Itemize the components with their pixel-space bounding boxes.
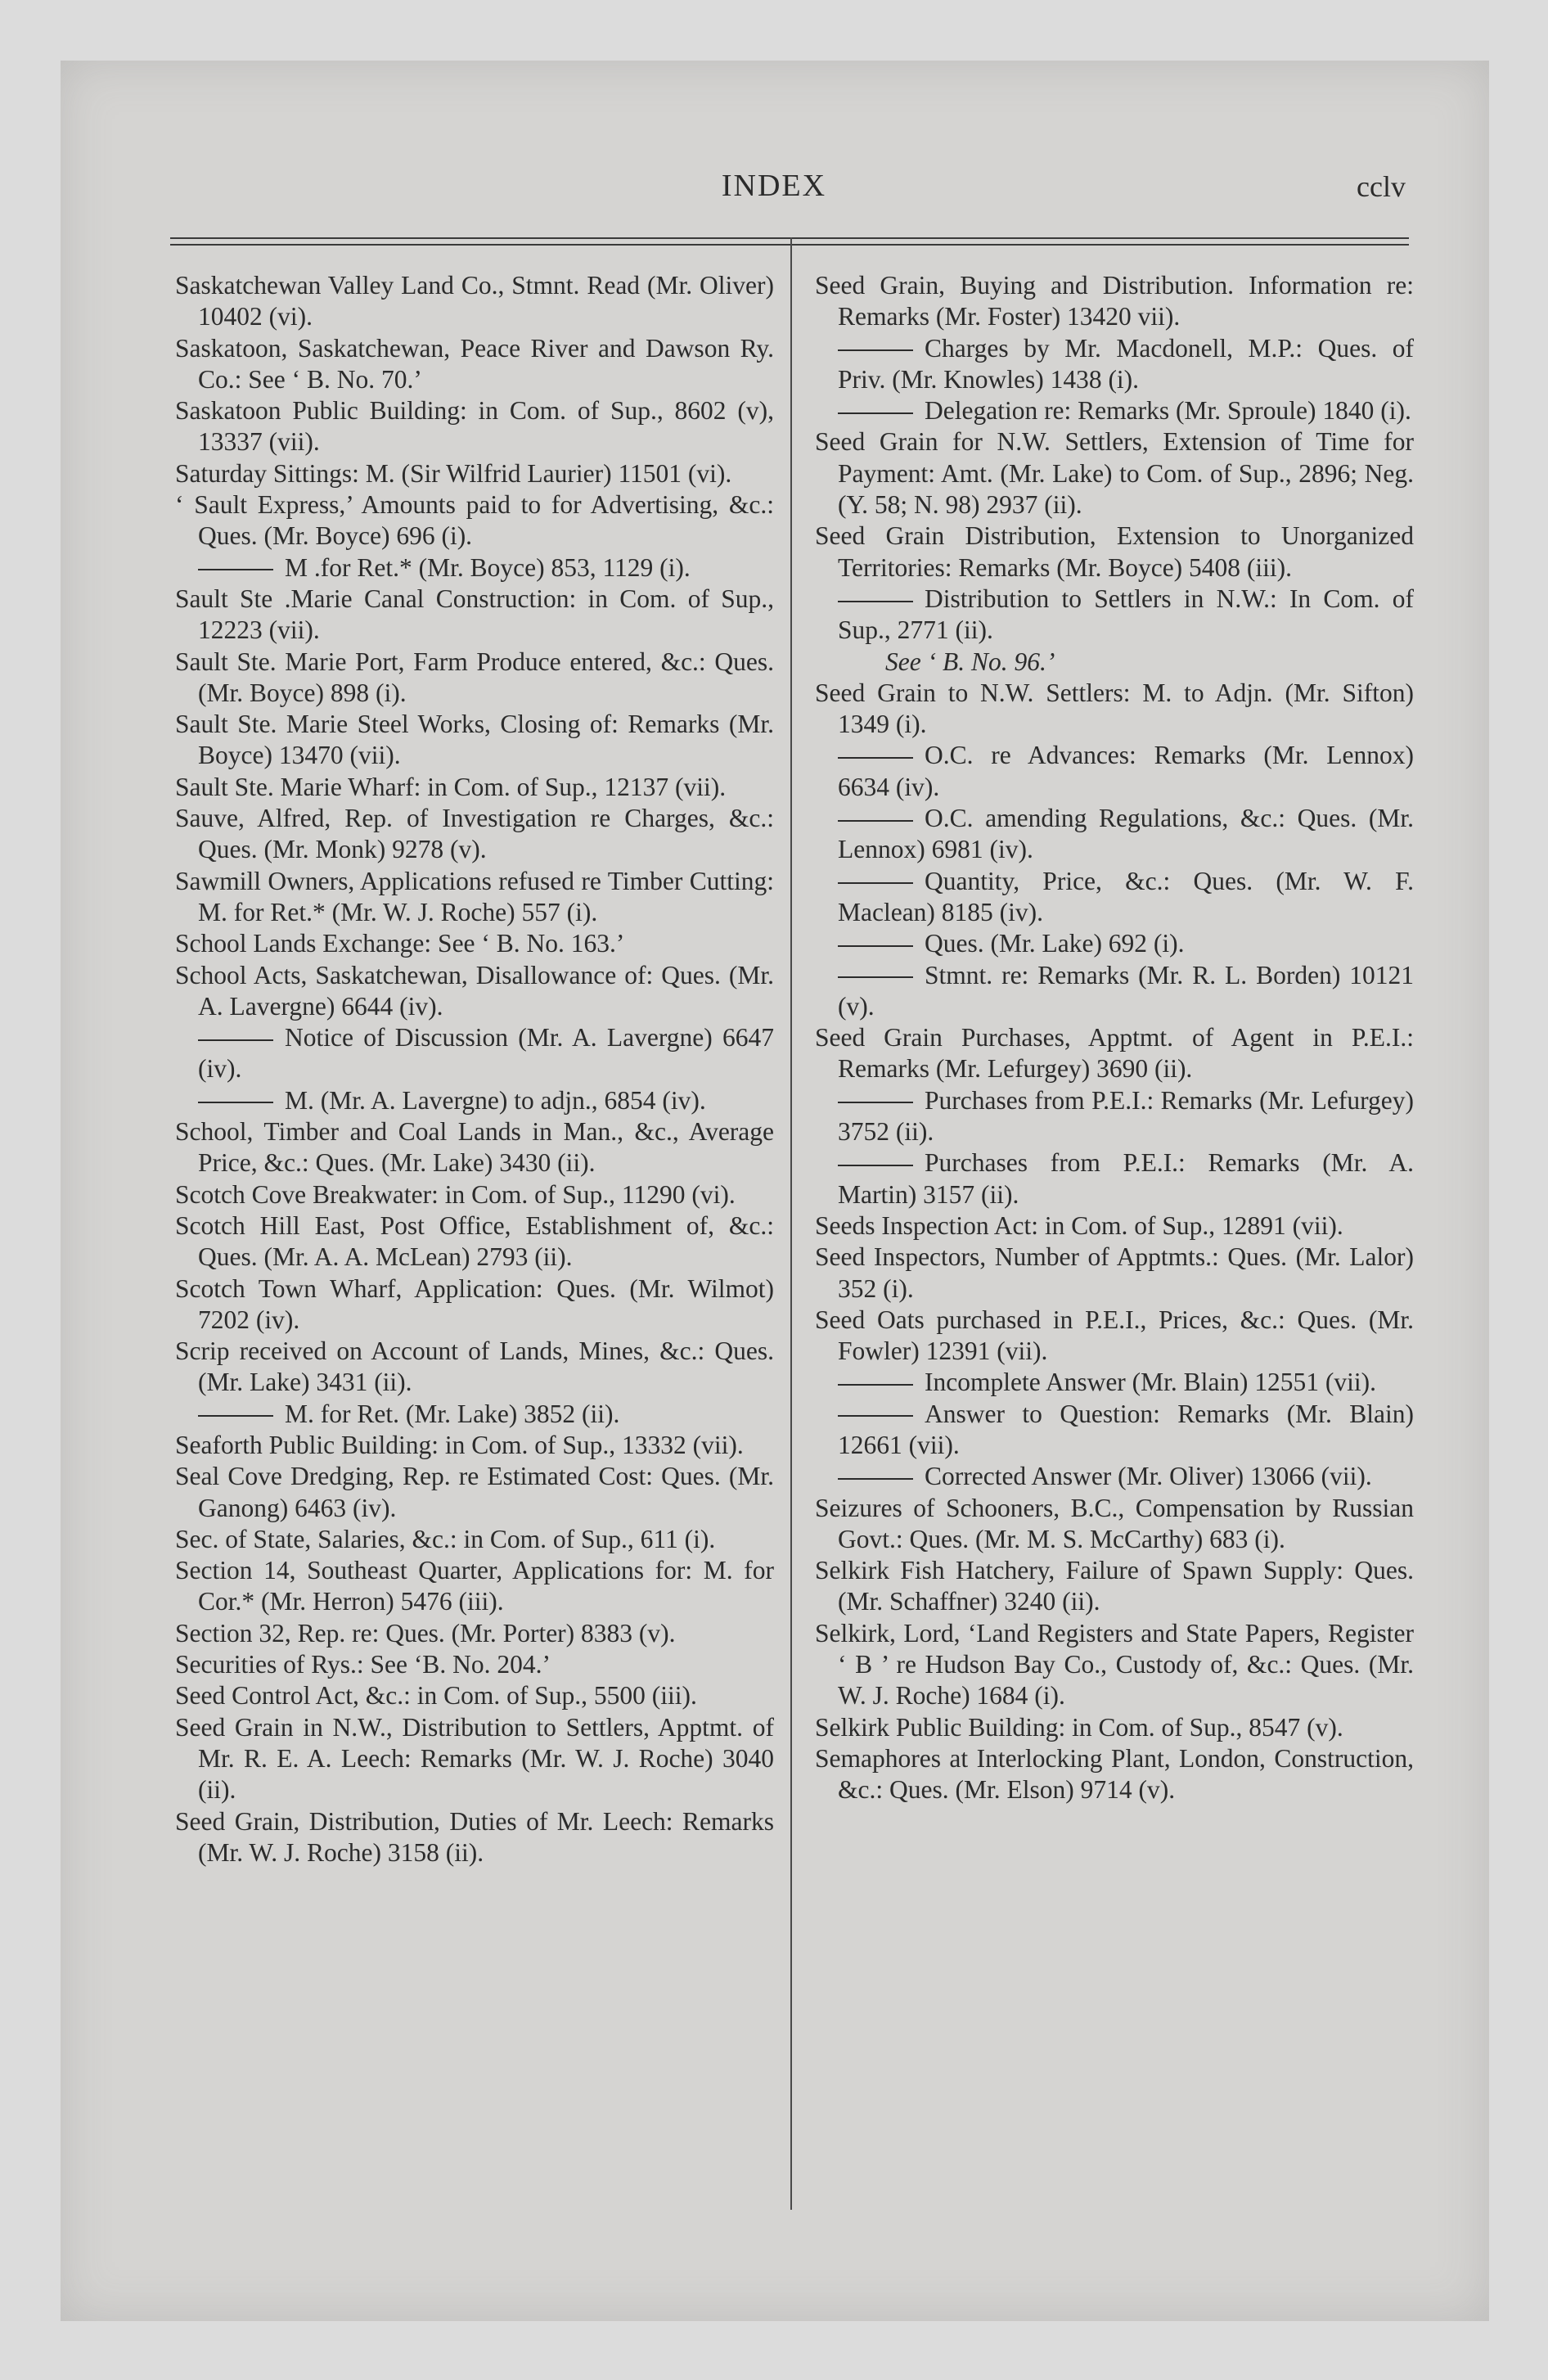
index-subentry xyxy=(175,1022,774,1085)
index-subentry-text: O.C. amending Regulations, &c.: Ques. (Mr. Lennox) 6981 (iv). xyxy=(838,804,1414,864)
index-entry: Section 32, Rep. re: Ques. (Mr. Porter) 8383 (v). xyxy=(175,1618,676,1648)
index-entry: Seed Grain, Buying and Distribution. Information re: Remarks (Mr. Foster) 13420 vii). xyxy=(815,271,1414,331)
index-subentry-text: Charges by Mr. Macdonell, M.P.: Ques. of Priv. (Mr. Knowles) 1438 (i). xyxy=(838,333,1414,394)
ditto-dash xyxy=(838,1415,913,1417)
index-entry: Scotch Cove Breakwater: in Com. of Sup., 11290 (vi). xyxy=(175,1179,736,1209)
index-subentry-text: Quantity, Price, &c.: Ques. (Mr. W. F. Maclean) 8185 (iv). xyxy=(838,866,1414,926)
index-subentry xyxy=(815,584,1414,647)
ditto-dash xyxy=(198,1415,273,1417)
index-subentry xyxy=(815,740,1414,803)
ditto-dash xyxy=(838,412,913,414)
index-entry: Seed Inspectors, Number of Apptmts.: Ques. (Mr. Lalor) 352 (i). xyxy=(815,1242,1414,1303)
index-entry: Saskatoon Public Building: in Com. of Sup., 8602 (v), 13337 (vii). xyxy=(175,396,774,457)
index-subentry xyxy=(175,1399,774,1430)
index-subentry xyxy=(815,803,1414,866)
index-entry: ‘ Sault Express,’ Amounts paid to for Advertising, &c.: Ques. (Mr. Boyce) 696 (i). xyxy=(175,490,774,551)
index-subentry xyxy=(815,1399,1414,1462)
ditto-dash xyxy=(838,349,913,351)
page-title: INDEX xyxy=(721,169,827,203)
index-subentry-text: Corrected Answer (Mr. Oliver) 13066 (vii). xyxy=(925,1462,1372,1491)
ditto-dash xyxy=(838,882,913,884)
index-subentry xyxy=(815,1461,1414,1492)
index-entry: Selkirk Public Building: in Com. of Sup., 8547 (v). xyxy=(815,1712,1343,1742)
index-entry: School, Timber and Coal Lands in Man., &c., Average Price, &c.: Ques. (Mr. Lake) 3430 (ii). xyxy=(175,1117,774,1178)
index-entry: Seed Grain to N.W. Settlers: M. to Adjn. (Mr. Sifton) 1349 (i). xyxy=(815,678,1414,739)
index-subentry-text: M .for Ret.* (Mr. Boyce) 853, 1129 (i). xyxy=(285,552,691,582)
index-entry: Sawmill Owners, Applications refused re Timber Cutting: M. for Ret.* (Mr. W. J. Roche) 557 (i). xyxy=(175,866,774,926)
index-entry: Sault Ste. Marie Port, Farm Produce entered, &c.: Ques. (Mr. Boyce) 898 (i). xyxy=(175,647,774,707)
ditto-dash xyxy=(838,945,913,947)
index-entry: Sault Ste .Marie Canal Construction: in Com. of Sup., 12223 (vii). xyxy=(175,584,774,645)
ditto-dash xyxy=(838,1165,913,1166)
index-entry: Selkirk, Lord, ‘Land Registers and State Papers, Register ‘ B ’ re Hudson Bay Co., Custody of, &c.: Ques. (Mr. W. J. Roche) 1684 (i). xyxy=(815,1618,1414,1711)
index-subentry xyxy=(175,1085,774,1116)
index-entry: Sault Ste. Marie Wharf: in Com. of Sup., 12137 (vii). xyxy=(175,772,727,801)
ditto-dash xyxy=(838,757,913,759)
index-subentry xyxy=(175,552,774,584)
index-subentry-text: Notice of Discussion (Mr. A. Lavergne) 6647 (iv). xyxy=(198,1023,774,1084)
see-reference: See ‘ B. No. 96.’ xyxy=(885,647,1055,676)
index-subentry-text: M. (Mr. A. Lavergne) to adjn., 6854 (iv). xyxy=(285,1085,706,1115)
index-entry: School Acts, Saskatchewan, Disallowance of: Ques. (Mr. A. Lavergne) 6644 (iv). xyxy=(175,960,774,1021)
index-subentry xyxy=(815,866,1414,929)
ditto-dash xyxy=(838,1102,913,1103)
index-entry: Seed Grain Distribution, Extension to Unorganized Territories: Remarks (Mr. Boyce) 5408 (iii). xyxy=(815,521,1414,582)
index-entry: Seed Oats purchased in P.E.I., Prices, &c.: Ques. (Mr. Fowler) 12391 (vii). xyxy=(815,1305,1414,1366)
index-entry: Saturday Sittings: M. (Sir Wilfrid Laurier) 11501 (vi). xyxy=(175,458,732,488)
index-entry: Sauve, Alfred, Rep. of Investigation re Charges, &c.: Ques. (Mr. Monk) 9278 (v). xyxy=(175,804,774,864)
index-entry: Section 14, Southeast Quarter, Applications for: M. for Cor.* (Mr. Herron) 5476 (iii). xyxy=(175,1556,774,1616)
index-subentry xyxy=(815,333,1414,396)
index-entry: Seed Grain, Distribution, Duties of Mr. Leech: Remarks (Mr. W. J. Roche) 3158 (ii). xyxy=(175,1806,774,1867)
page-number: cclv xyxy=(1357,170,1406,203)
index-subentry-text: Distribution to Settlers in N.W.: In Com. of Sup., 2771 (ii). xyxy=(838,584,1414,645)
index-entry: Scotch Town Wharf, Application: Ques. (Mr. Wilmot) 7202 (iv). xyxy=(175,1273,774,1334)
index-entry: Selkirk Fish Hatchery, Failure of Spawn Supply: Ques. (Mr. Schaffner) 3240 (ii). xyxy=(815,1556,1414,1616)
index-entry: Seizures of Schooners, B.C., Compensation by Russian Govt.: Ques. (Mr. M. S. McCarthy) 683 (i). xyxy=(815,1493,1414,1553)
index-subentry xyxy=(815,1147,1414,1210)
index-subentry-text: Purchases from P.E.I.: Remarks (Mr. A. Martin) 3157 (ii). xyxy=(838,1148,1414,1209)
index-entry: Seaforth Public Building: in Com. of Sup., 13332 (vii). xyxy=(175,1430,744,1459)
index-entry: Sault Ste. Marie Steel Works, Closing of: Remarks (Mr. Boyce) 13470 (vii). xyxy=(175,710,774,770)
index-entry: Semaphores at Interlocking Plant, London, Construction, &c.: Ques. (Mr. Elson) 9714 (v). xyxy=(815,1743,1414,1805)
index-subentry xyxy=(815,1085,1414,1148)
index-entry: Seal Cove Dredging, Rep. re Estimated Cost: Ques. (Mr. Ganong) 6463 (iv). xyxy=(175,1462,774,1522)
right-column xyxy=(815,270,1414,1806)
ditto-dash xyxy=(838,1478,913,1480)
index-entry: Scotch Hill East, Post Office, Establishment of, &c.: Ques. (Mr. A. A. McLean) 2793 (ii). xyxy=(175,1210,774,1272)
ditto-dash xyxy=(198,1102,273,1103)
index-subentry-text: Purchases from P.E.I.: Remarks (Mr. Lefurgey) 3752 (ii). xyxy=(838,1085,1414,1147)
left-column xyxy=(175,270,774,1868)
index-subentry-text: O.C. re Advances: Remarks (Mr. Lennox) 6634 (iv). xyxy=(838,741,1414,801)
index-entry: Seed Grain Purchases, Apptmt. of Agent in P.E.I.: Remarks (Mr. Lefurgey) 3690 (ii). xyxy=(815,1023,1414,1084)
index-subentry xyxy=(815,928,1414,959)
index-subentry xyxy=(815,1367,1414,1398)
column-divider xyxy=(790,237,792,2210)
index-subentry-text: Answer to Question: Remarks (Mr. Blain) 12661 (vii). xyxy=(838,1399,1414,1459)
index-entry: Seed Grain for N.W. Settlers, Extension of Time for Payment: Amt. (Mr. Lake) to Com. of Sup., 2896; Neg. (Y. 58; N. 98) 2937 (ii). xyxy=(815,427,1414,520)
index-subentry-text: M. for Ret. (Mr. Lake) 3852 (ii). xyxy=(285,1399,620,1428)
index-subentry-text: Incomplete Answer (Mr. Blain) 12551 (vii). xyxy=(925,1368,1377,1397)
index-entry: Saskatchewan Valley Land Co., Stmnt. Read (Mr. Oliver) 10402 (vi). xyxy=(175,271,774,331)
index-subentry xyxy=(815,395,1414,426)
index-subentry-text: Ques. (Mr. Lake) 692 (i). xyxy=(925,929,1185,958)
ditto-dash xyxy=(838,1384,913,1386)
index-subentry-text: Delegation re: Remarks (Mr. Sproule) 1840 (i). xyxy=(925,396,1411,426)
index-entry: Seed Grain in N.W., Distribution to Settlers, Apptmt. of Mr. R. E. A. Leech: Remarks (Mr. W. J. Roche) 3040 (ii). xyxy=(175,1712,774,1805)
ditto-dash xyxy=(838,601,913,602)
header-rule-bottom xyxy=(170,244,1409,246)
index-entry: Saskatoon, Saskatchewan, Peace River and Dawson Ry. Co.: See ‘ B. No. 70.’ xyxy=(175,333,774,394)
index-entry: Seed Control Act, &c.: in Com. of Sup., 5500 (iii). xyxy=(175,1681,697,1711)
ditto-dash xyxy=(198,569,273,570)
header-rule-top xyxy=(170,237,1409,239)
index-subentry-text: Stmnt. re: Remarks (Mr. R. L. Borden) 10121 (v). xyxy=(838,960,1414,1021)
ditto-dash xyxy=(838,820,913,822)
index-entry: School Lands Exchange: See ‘ B. No. 163.’ xyxy=(175,929,625,958)
ditto-dash xyxy=(198,1039,273,1041)
ditto-dash xyxy=(838,976,913,978)
index-entry: Securities of Rys.: See ‘B. No. 204.’ xyxy=(175,1650,551,1679)
index-subentry xyxy=(815,960,1414,1023)
index-entry: Seeds Inspection Act: in Com. of Sup., 12891 (vii). xyxy=(815,1210,1343,1240)
index-entry: Scrip received on Account of Lands, Mines, &c.: Ques. (Mr. Lake) 3431 (ii). xyxy=(175,1336,774,1397)
index-entry: Sec. of State, Salaries, &c.: in Com. of Sup., 611 (i). xyxy=(175,1524,716,1553)
